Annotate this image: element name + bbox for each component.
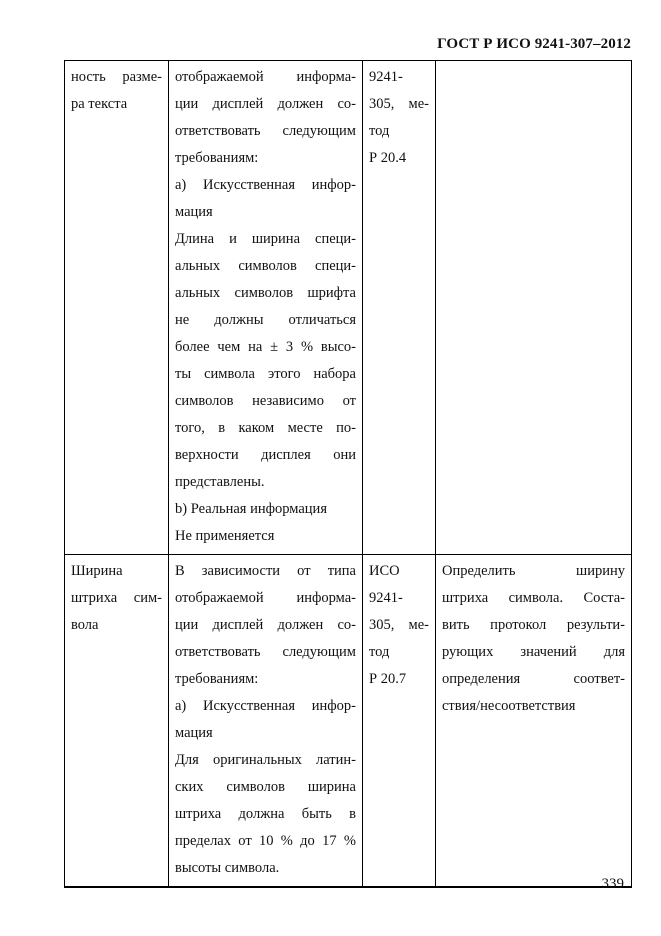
text-line: отображаемой информа-: [175, 590, 356, 606]
procedure-cell: [436, 555, 632, 888]
text-line: тод: [369, 644, 390, 660]
text-line: того, в каком месте по-: [175, 420, 356, 436]
text-line: Ширина: [71, 563, 123, 579]
requirements-table: [64, 60, 632, 888]
text-line: требованиям:: [175, 150, 259, 166]
table-row: [65, 555, 632, 888]
text-line: 9241-: [369, 590, 403, 606]
method-reference-cell: [363, 61, 436, 555]
text-line: требованиям:: [175, 671, 259, 687]
document-header: ГОСТ Р ИСО 9241-307–2012: [437, 36, 631, 52]
text-line: рующих значений для: [442, 644, 625, 660]
text-line: альных символов специ-: [175, 258, 356, 274]
text-line: а) Искусственная инфор-: [175, 177, 356, 193]
text-line: Не применяется: [175, 528, 275, 544]
text-line: ции дисплей должен со-: [175, 617, 356, 633]
text-line: определения соответ-: [442, 671, 625, 687]
text-line: более чем на ± 3 % высо-: [175, 339, 356, 355]
text-line: вола: [71, 617, 99, 633]
text-line: ты символа этого набора: [175, 366, 356, 382]
requirement-cell: [169, 61, 363, 555]
text-line: представлены.: [175, 474, 265, 490]
text-line: ответствовать следующим: [175, 644, 356, 660]
text-line: а) Искусственная инфор-: [175, 698, 356, 714]
text-line: 305, ме-: [369, 96, 429, 112]
text-line: не должны отличаться: [175, 312, 356, 328]
text-line: Р 20.4: [369, 150, 407, 166]
text-line: Длина и ширина специ-: [175, 231, 356, 247]
text-line: верхности дисплея они: [175, 447, 356, 463]
text-line: В зависимости от типа: [175, 563, 356, 579]
text-line: мация: [175, 204, 213, 220]
text-line: 9241-: [369, 69, 403, 85]
text-line: 305, ме-: [369, 617, 429, 633]
table-row: [65, 61, 632, 555]
text-line: символов независимо от: [175, 393, 356, 409]
text-line: Определить ширину: [442, 563, 625, 579]
text-line: Для оригинальных латин-: [175, 752, 356, 768]
text-line: высоты символа.: [175, 860, 280, 876]
text-line: альных символов шрифта: [175, 285, 356, 301]
text-line: ИСО: [369, 563, 400, 579]
text-line: ответствовать следующим: [175, 123, 356, 139]
text-line: штриха символа. Соста-: [442, 590, 625, 606]
text-line: ствия/несоответствия: [442, 698, 576, 714]
text-line: Р 20.7: [369, 671, 407, 687]
method-reference-cell: [363, 555, 436, 888]
procedure-cell: [436, 61, 632, 555]
text-line: вить протокол результи-: [442, 617, 625, 633]
text-line: b) Реальная информация: [175, 501, 327, 517]
page-number: 339: [601, 876, 624, 892]
characteristic-cell: [65, 555, 169, 888]
text-line: ции дисплей должен со-: [175, 96, 356, 112]
text-line: тод: [369, 123, 390, 139]
text-line: ра текста: [71, 96, 128, 112]
text-line: ность разме-: [71, 69, 162, 85]
text-line: отображаемой информа-: [175, 69, 356, 85]
text-line: мация: [175, 725, 213, 741]
requirement-cell: [169, 555, 363, 888]
characteristic-cell: [65, 61, 169, 555]
text-line: штриха должна быть в: [175, 806, 356, 822]
text-line: штриха сим-: [71, 590, 162, 606]
text-line: ских символов ширина: [175, 779, 356, 795]
text-line: пределах от 10 % до 17 %: [175, 833, 356, 849]
